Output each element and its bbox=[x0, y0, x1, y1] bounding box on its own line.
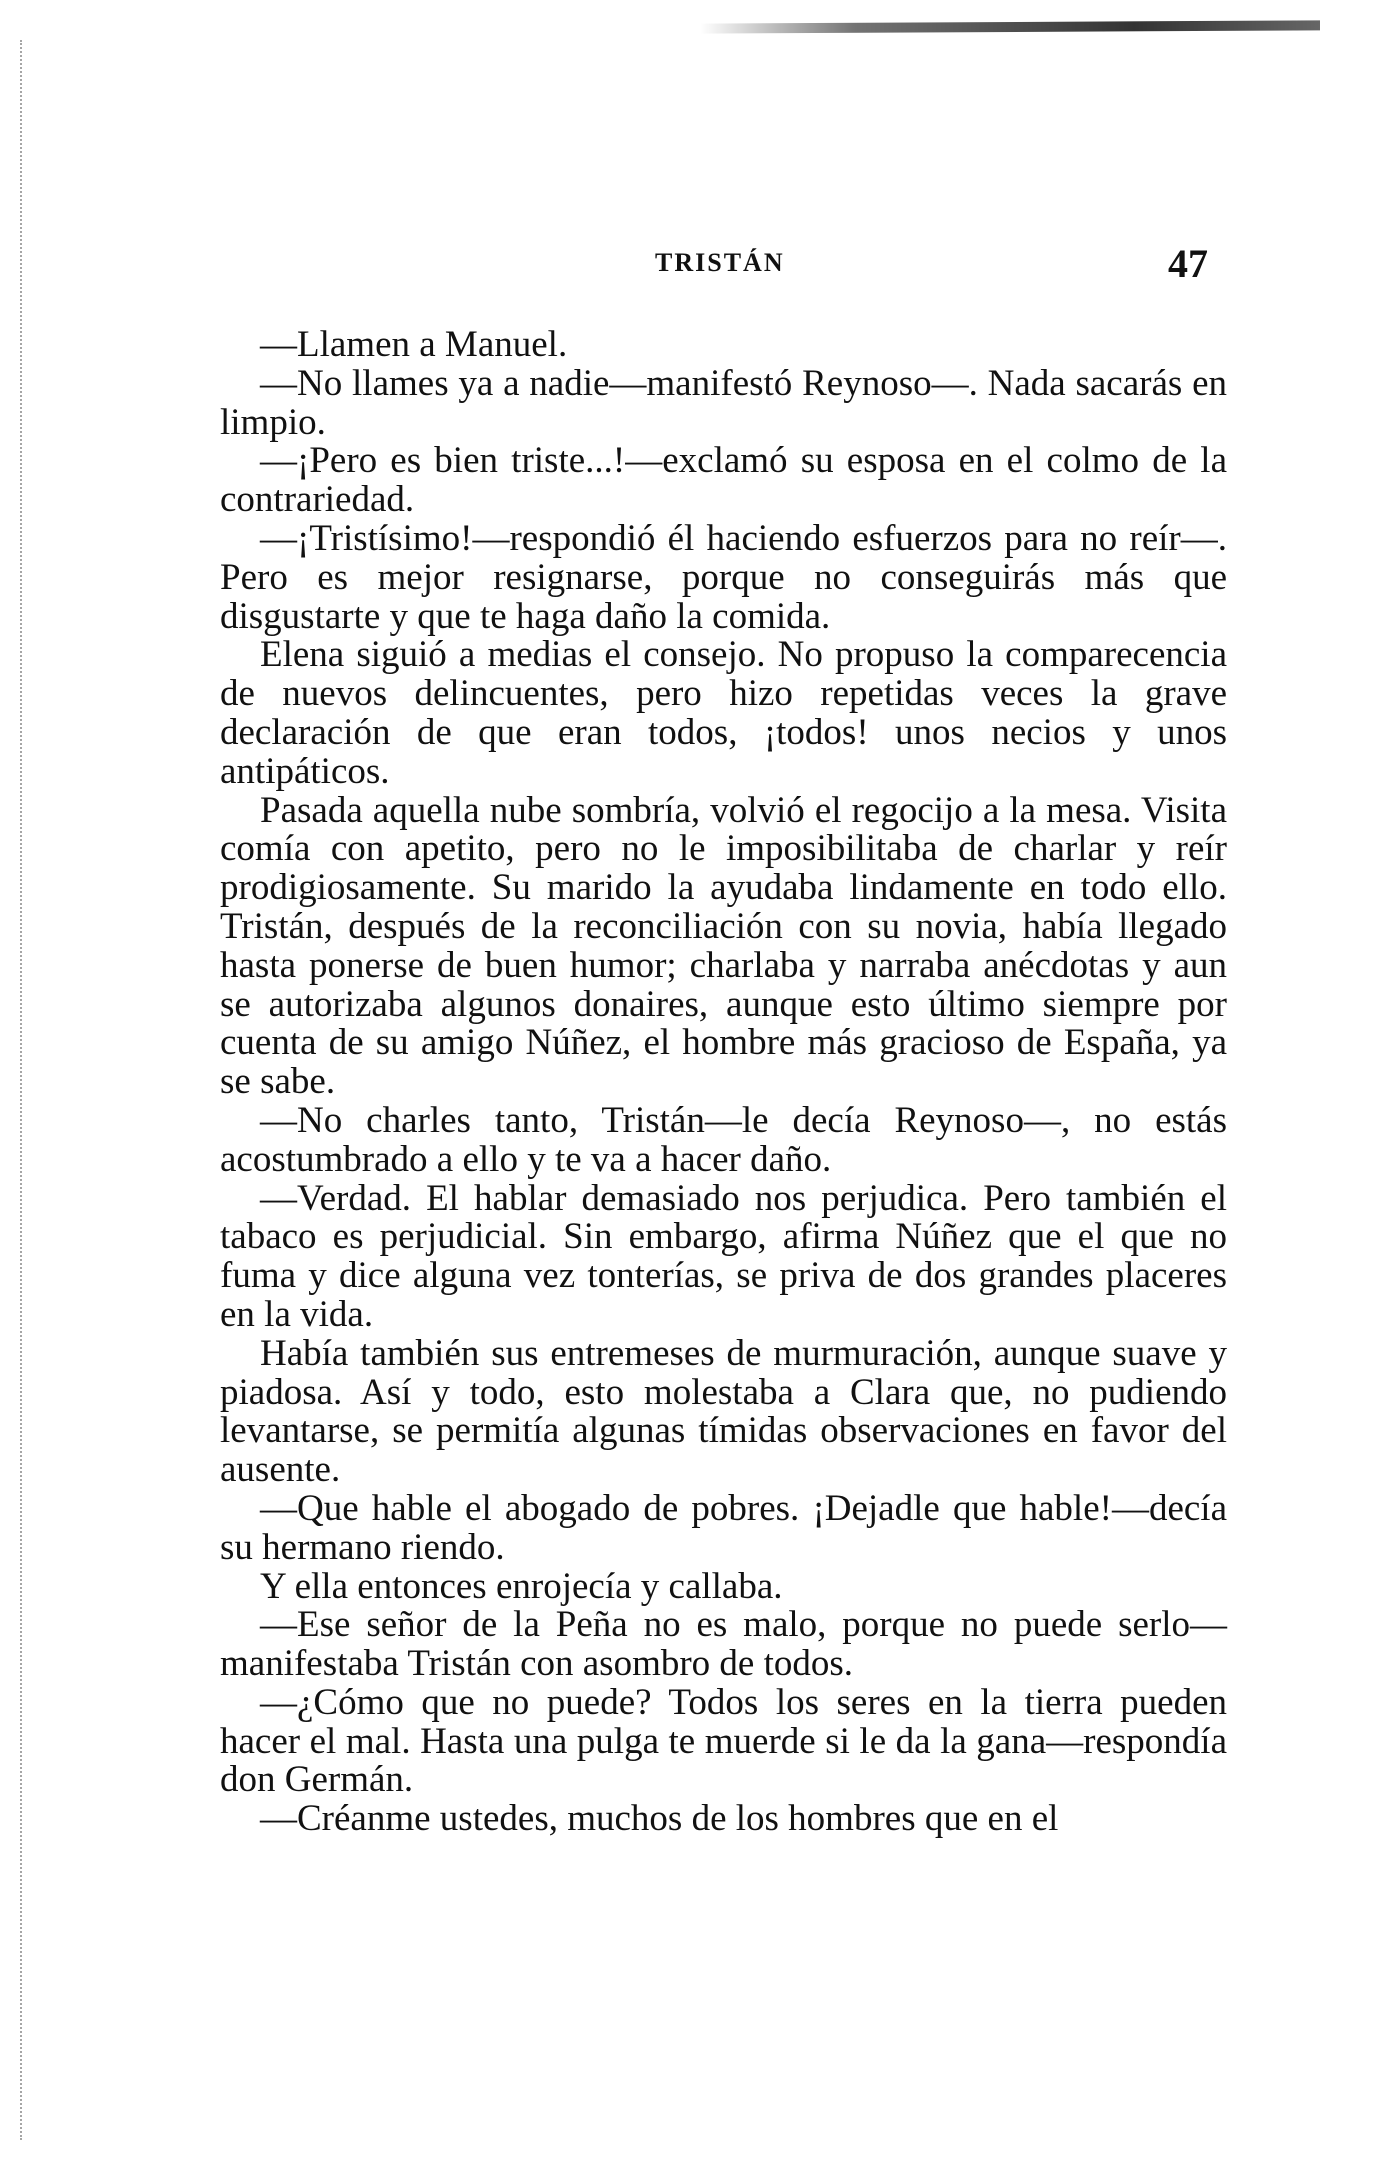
paragraph: —No charles tanto, Tristán—le decía Reynoso—, no estás acostumbrado a ello y te va a hacer daño. bbox=[220, 1099, 1227, 1180]
page-number: 47 bbox=[1168, 241, 1208, 286]
paragraph: —Verdad. El hablar demasiado nos perjudica. Pero también el tabaco es perjudicial. Sin embargo, afirma Núñez que el que no fuma y dice alguna vez tonterías, se priva de dos grandes placeres en la vida. bbox=[220, 1177, 1227, 1335]
paragraph: —¡Tristísimo!—respondió él haciendo esfuerzos para no reír—. Pero es mejor resignarse, porque no conseguirás más que disgustarte y que te haga daño la comida. bbox=[220, 517, 1227, 637]
scan-artifact-left-edge bbox=[20, 40, 28, 2140]
scan-artifact-top bbox=[700, 20, 1320, 33]
body-text bbox=[220, 326, 1227, 1839]
paragraph: —Llamen a Manuel. bbox=[260, 324, 568, 365]
paragraph: —Que hable el abogado de pobres. ¡Dejadle que hable!—decía su hermano riendo. bbox=[220, 1487, 1227, 1568]
running-title: TRISTÁN bbox=[655, 248, 785, 277]
paragraph: —¿Cómo que no puede? Todos los seres en la tierra pueden hacer el mal. Hasta una pulga te muerde si le da la gana—respondía don Germán. bbox=[220, 1681, 1227, 1801]
paragraph: —Créanme ustedes, muchos de los hombres que en el bbox=[260, 1798, 1059, 1840]
paragraph: —No llames ya a nadie—manifestó Reynoso—. Nada sacarás en limpio. bbox=[220, 362, 1227, 443]
paragraph: Elena siguió a medias el consejo. No propuso la comparecencia de nuevos delincuentes, pero hizo repetidas veces la grave declaración de que eran todos, ¡todos! unos necios y unos antipáticos. bbox=[220, 634, 1227, 792]
paragraph: —¡Pero es bien triste...!—exclamó su esposa en el colmo de la contrariedad. bbox=[220, 440, 1227, 521]
paragraph: Y ella entonces enrojecía y callaba. bbox=[260, 1565, 783, 1607]
paragraph: Había también sus entremeses de murmuración, aunque suave y piadosa. Así y todo, esto molestaba a Clara que, no pudiendo levantarse, se permitía algunas tímidas observaciones en favor del ausente. bbox=[220, 1332, 1227, 1491]
paragraph: —Ese señor de la Peña no es malo, porque no puede serlo—manifestaba Tristán con asombro de todos. bbox=[220, 1604, 1227, 1685]
paragraph: Pasada aquella nube sombría, volvió el regocijo a la mesa. Visita comía con apetito, pero no le imposibilitaba de charlar y reír prodigiosamente. Su marido la ayudaba lindamente en todo ello. Tristán, después de la reconciliación con su novia, había llegado hasta ponerse de buen humor; charlaba y narraba anécdotas y aun se autorizaba algunos donaires, aunque esto último siempre por cuenta de su amigo Núñez, el hombre más gracioso de España, ya se sabe. bbox=[220, 789, 1227, 1103]
